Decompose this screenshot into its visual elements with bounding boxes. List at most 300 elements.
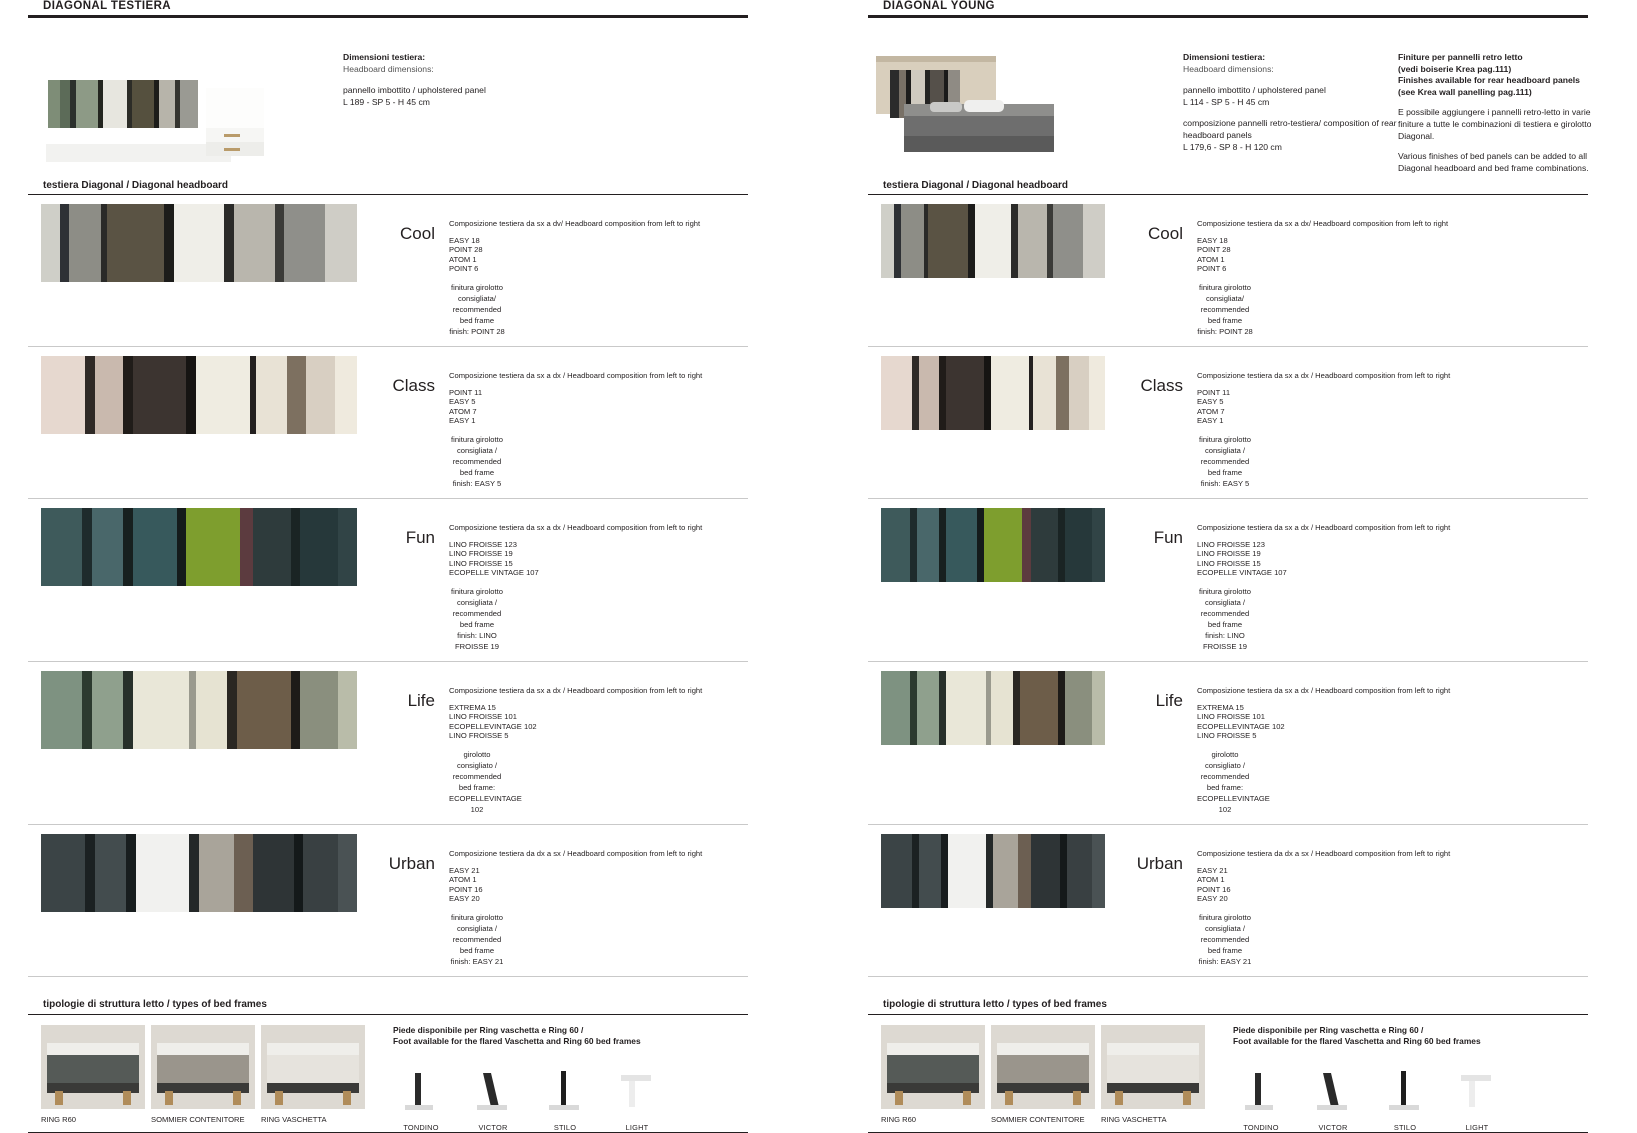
frame-item <box>151 1025 255 1132</box>
dimensions-line-4: L 179,6 - SP 8 - H 120 cm <box>1183 141 1282 152</box>
stripe <box>186 356 195 434</box>
section-title: DIAGONAL YOUNG <box>883 0 995 12</box>
stripe <box>85 834 94 912</box>
frame-thumbnails <box>41 1025 371 1132</box>
stripe <box>919 356 939 430</box>
stripe <box>1031 834 1060 908</box>
stripe <box>1047 204 1054 278</box>
frames-section-title: tipologie di struttura letto / types of bed frames <box>883 998 1107 1010</box>
stripe <box>287 356 306 434</box>
frames-rule <box>28 1014 748 1015</box>
fabric-list <box>1197 540 1497 578</box>
stripe <box>189 834 198 912</box>
finishes-line-1: Finiture per pannelli retro letto <box>1398 52 1523 62</box>
composition-label: Composizione testiera da dx a sx / Headboard composition from left to right <box>1197 848 1451 858</box>
headboard-swatch-urban <box>41 834 357 912</box>
headboard-name: Cool <box>400 224 435 243</box>
frame-caption: RING R60 <box>881 1114 917 1124</box>
dimensions-label-it: Dimensioni testiera: <box>1183 52 1266 62</box>
headboard-description <box>449 671 749 815</box>
fabric-item: LINO FROISSE 5 <box>1197 731 1257 741</box>
headboard-section-title: testiera Diagonal / Diagonal headboard <box>43 180 229 191</box>
stripe <box>1011 204 1018 278</box>
dimensions-label-en: Headboard dimensions: <box>1183 63 1274 74</box>
fabric-item: POINT 6 <box>449 264 479 274</box>
stripe <box>284 204 325 282</box>
stripe <box>275 204 284 282</box>
headboard-name: Fun <box>405 527 435 547</box>
recommended-finish: finitura girolotto consigliata/ recommended bed frame finish: POINT 28 <box>1197 282 1253 336</box>
stripe <box>41 834 85 912</box>
bed-frame-photo <box>151 1025 255 1109</box>
headboard-description <box>449 834 749 967</box>
fabric-list <box>449 236 749 274</box>
frames-block <box>28 1025 788 1132</box>
bed-frame-photo <box>41 1025 145 1109</box>
stripe <box>912 356 919 430</box>
frame-item <box>41 1025 145 1132</box>
stripe <box>910 508 917 582</box>
stripe <box>1018 834 1031 908</box>
stripe <box>85 356 94 434</box>
frame-caption: RING VASCHETTA <box>261 1114 327 1124</box>
frame-caption: SOMMIER CONTENITORE <box>991 1114 1085 1124</box>
frame-thumbnails <box>881 1025 1211 1132</box>
stripe <box>1056 356 1069 430</box>
fabric-item: POINT 16 <box>1197 884 1231 894</box>
recommended-finish: finitura girolotto consigliata / recommended bed frame finish: EASY 21 <box>450 912 504 966</box>
stripe <box>174 204 225 282</box>
intro-block <box>868 30 1628 180</box>
fabric-list <box>449 703 749 741</box>
column-diagonal-young <box>868 0 1628 1132</box>
headboard-swatch-fun <box>881 508 1105 582</box>
headboard-swatch-cool <box>881 204 1105 278</box>
finishes-line-2: (vedi boiserie Krea pag.111) <box>1398 63 1512 74</box>
foot-caption: STILO <box>1393 1122 1417 1132</box>
stripe <box>1092 834 1105 908</box>
bed-photo-young <box>868 30 1168 170</box>
stripe <box>234 834 253 912</box>
headboard-name: Urban <box>1136 853 1183 873</box>
stripe <box>881 356 912 430</box>
spacer <box>28 977 788 999</box>
fabric-list <box>1197 388 1497 426</box>
headboard-dimensions <box>343 30 558 180</box>
headboard-name: Life <box>1155 690 1183 710</box>
foot-3 <box>1449 1065 1505 1117</box>
stripe <box>335 356 357 434</box>
fabric-item: EXTREMA 15 <box>1197 702 1244 712</box>
fabric-item: EASY 1 <box>449 416 476 426</box>
stripe <box>919 834 941 908</box>
stripe <box>253 508 291 586</box>
stripe <box>69 204 101 282</box>
frames-rule <box>868 1014 1588 1015</box>
finishes-line-4: (see Krea wall panelling pag.111) <box>1398 86 1532 97</box>
spacer <box>1183 75 1398 85</box>
fabric-item: LINO FROISSE 15 <box>1197 558 1261 568</box>
frames-section-title: tipologie di struttura letto / types of bed frames <box>43 998 267 1010</box>
headboard-name: Life <box>407 690 435 710</box>
dimensions-label-it: Dimensioni testiera: <box>343 52 426 62</box>
stripe <box>227 671 236 749</box>
stripe <box>901 204 923 278</box>
headboard-description <box>1197 671 1497 815</box>
foot-caption: VICTOR <box>478 1122 508 1132</box>
foot-2 <box>1377 1065 1433 1117</box>
stripe <box>939 671 946 745</box>
foot-caption: VICTOR <box>1318 1122 1348 1132</box>
foot-caption: STILO <box>553 1122 577 1132</box>
frame-item <box>991 1025 1095 1132</box>
stripe <box>256 356 288 434</box>
headboard-dimensions <box>1183 30 1398 180</box>
frame-caption: SOMMIER CONTENITORE <box>151 1114 245 1124</box>
stripe <box>1033 356 1055 430</box>
recommended-finish: finitura girolotto consigliata/ recommended bed frame finish: POINT 28 <box>449 282 505 336</box>
fabric-item: ATOM 7 <box>449 406 477 416</box>
stripe <box>948 834 986 908</box>
headboard-row <box>868 195 1628 346</box>
stripe <box>107 204 164 282</box>
composition-label: Composizione testiera da sx a dv/ Headboard composition from left to right <box>449 219 701 228</box>
foot-caption: TONDINO <box>1243 1122 1279 1132</box>
fabric-item: ECOPELLE VINTAGE 107 <box>1197 568 1287 578</box>
bed-photo-testiera <box>28 30 328 170</box>
composition-label: Composizione testiera da sx a dx / Headboard composition from left to right <box>1197 370 1451 380</box>
stripe <box>984 356 991 430</box>
headboard-section-title: testiera Diagonal / Diagonal headboard <box>883 180 1069 191</box>
headboard-row <box>28 195 788 346</box>
stripe <box>975 204 1011 278</box>
fabric-item: EASY 18 <box>1197 236 1228 245</box>
stripe <box>177 508 186 586</box>
stripe <box>123 508 132 586</box>
feet-note-it: Piede disponibile per Ring vaschetta e Ring 60 / <box>1233 1024 1424 1035</box>
foot-item <box>1377 1065 1433 1132</box>
fabric-item: ECOPELLEVINTAGE 102 <box>1197 721 1285 731</box>
fabric-item: POINT 6 <box>1197 264 1227 274</box>
headboard-description <box>1197 834 1497 967</box>
headboard-description <box>449 356 749 489</box>
feet-note-it: Piede disponibile per Ring vaschetta e Ring 60 / <box>393 1024 584 1035</box>
foot-item <box>393 1065 449 1132</box>
bed-frame-photo <box>1101 1025 1205 1109</box>
fabric-list <box>449 388 749 426</box>
fabric-item: ATOM 7 <box>1197 406 1225 416</box>
stripe <box>917 508 939 582</box>
stripe <box>1031 508 1058 582</box>
finishes-note-en: Various finishes of bed panels can be added to all Diagonal headboard and bed frame combinations. <box>1398 151 1589 173</box>
stripe <box>325 204 357 282</box>
composition-label: Composizione testiera da sx a dx / Headboard composition from left to right <box>1197 685 1451 695</box>
stripe <box>1065 671 1092 745</box>
stripe <box>136 834 190 912</box>
stripe <box>1067 834 1092 908</box>
stripe <box>123 356 132 434</box>
frame-caption: RING R60 <box>41 1114 77 1124</box>
stripe <box>894 204 901 278</box>
fabric-item: LINO FROISSE 19 <box>449 549 513 559</box>
fabric-item: LINO FROISSE 101 <box>449 712 517 722</box>
headboard-description <box>1197 204 1497 337</box>
stripe <box>300 508 338 586</box>
fabric-item: EASY 5 <box>449 397 476 407</box>
stripe <box>291 671 300 749</box>
headboard-row <box>868 662 1628 824</box>
recommended-finish: girolotto consigliato / recommended bed frame: ECOPELLEVINTAGE 102 <box>449 749 522 814</box>
fabric-item: LINO FROISSE 15 <box>449 558 513 568</box>
foot-item <box>1449 1065 1505 1132</box>
bed-frame-photo <box>261 1025 365 1109</box>
stripe <box>92 508 124 586</box>
dimensions-line-1: pannello imbottito / upholstered panel <box>1183 85 1326 96</box>
stripe <box>1092 671 1105 745</box>
stripe <box>1058 508 1065 582</box>
dimensions-line-1: pannello imbottito / upholstered panel <box>343 85 486 96</box>
stripe <box>82 508 91 586</box>
feet-block <box>1233 1025 1521 1132</box>
composition-label: Composizione testiera da sx a dx/ Headboard composition from left to right <box>1197 219 1449 228</box>
frame-caption: RING VASCHETTA <box>1101 1114 1167 1124</box>
fabric-item: POINT 28 <box>1197 245 1231 255</box>
fabric-item: EASY 5 <box>1197 397 1224 407</box>
stripe <box>968 204 975 278</box>
stripe <box>917 671 939 745</box>
foot-caption: LIGHT <box>625 1122 649 1132</box>
fabric-item: EXTREMA 15 <box>449 702 496 712</box>
fabric-item: EASY 1 <box>1197 416 1224 426</box>
fabric-item: EASY 18 <box>449 236 480 245</box>
stripe <box>977 508 984 582</box>
stripe <box>1018 204 1047 278</box>
stripe <box>946 671 986 745</box>
headboard-name: Fun <box>1153 527 1183 547</box>
bottom-rule <box>28 1132 748 1133</box>
fabric-item: ATOM 1 <box>449 875 477 885</box>
stripe <box>95 834 127 912</box>
spacer <box>343 75 558 85</box>
foot-item <box>609 1065 665 1132</box>
frame-item <box>881 1025 985 1132</box>
stripe <box>126 834 135 912</box>
stripe <box>1013 671 1020 745</box>
dimensions-line-3: composizione pannelli retro-testiera/ composition of rear headboard panels <box>1183 118 1397 140</box>
feet-row <box>1233 1065 1521 1132</box>
headboard-description <box>1197 508 1497 652</box>
stripe <box>338 508 357 586</box>
headboard-swatch-life <box>41 671 357 749</box>
fabric-item: ATOM 1 <box>1197 875 1225 885</box>
stripe <box>186 508 240 586</box>
headboard-swatch-life <box>881 671 1105 745</box>
foot-1 <box>465 1065 521 1117</box>
stripe <box>1065 508 1092 582</box>
headboard-swatch-class <box>881 356 1105 430</box>
fabric-item: POINT 11 <box>1197 387 1231 397</box>
stripe <box>984 508 1022 582</box>
stripe <box>306 356 334 434</box>
bed-frame-photo <box>881 1025 985 1109</box>
stripe <box>986 834 993 908</box>
fabric-item: LINO FROISSE 5 <box>449 731 509 741</box>
headboard-row <box>868 825 1628 976</box>
foot-caption: LIGHT <box>1465 1122 1489 1132</box>
stripe <box>881 204 894 278</box>
stripe <box>939 508 946 582</box>
foot-1 <box>1305 1065 1361 1117</box>
stripe <box>991 671 1013 745</box>
composition-label: Composizione testiera da sx a dx / Headboard composition from left to right <box>449 522 703 532</box>
feet-note-en: Foot available for the flared Vaschetta and Ring 60 bed frames <box>393 1035 641 1046</box>
fabric-list <box>449 866 749 904</box>
fabric-item: POINT 16 <box>449 884 483 894</box>
fabric-list <box>1197 866 1497 904</box>
stripe <box>291 508 300 586</box>
bed-frame-photo <box>991 1025 1095 1109</box>
fabric-item: LINO FROISSE 123 <box>449 539 517 549</box>
headboard-description <box>1197 356 1497 489</box>
stripe <box>881 671 910 745</box>
stripe <box>1083 204 1105 278</box>
headboard-row <box>28 499 788 661</box>
headboard-description <box>449 204 749 337</box>
stripe <box>1058 671 1065 745</box>
headboard-name: Cool <box>1148 224 1183 243</box>
fabric-item: ATOM 1 <box>1197 254 1225 264</box>
rear-panel-finishes <box>1398 30 1593 180</box>
fabric-item: EASY 21 <box>449 865 480 875</box>
headboard-description <box>449 508 749 652</box>
foot-item <box>1233 1065 1289 1132</box>
stripe <box>338 671 357 749</box>
title-rule <box>28 15 748 18</box>
fabric-item: POINT 11 <box>449 387 483 397</box>
stripe <box>881 508 910 582</box>
stripe <box>946 508 977 582</box>
stripe <box>1089 356 1105 430</box>
composition-label: Composizione testiera da sx a dx / Headboard composition from left to right <box>449 370 703 380</box>
frame-item <box>261 1025 365 1132</box>
stripe <box>240 508 253 586</box>
stripe <box>939 356 946 430</box>
fabric-list <box>1197 703 1497 741</box>
stripe <box>1060 834 1067 908</box>
fabric-list <box>1197 236 1497 274</box>
fabric-item: EASY 20 <box>449 894 480 904</box>
finishes-note-it: E possibile aggiungere i pannelli retro-letto in varie finiture a tutte le combinazioni di testiera e girolotto Diagonal. <box>1398 107 1592 141</box>
stripe <box>41 508 82 586</box>
stripe <box>234 204 275 282</box>
stripe <box>881 834 912 908</box>
intro-block <box>28 30 788 180</box>
fabric-item: EASY 20 <box>1197 894 1228 904</box>
stripe <box>993 834 1018 908</box>
dimensions-line-2: L 114 - SP 5 - H 45 cm <box>1183 96 1270 107</box>
fabric-item: EASY 21 <box>1197 865 1228 875</box>
foot-item <box>465 1065 521 1132</box>
stripe <box>237 671 291 749</box>
foot-0 <box>393 1065 449 1117</box>
stripe <box>133 508 177 586</box>
stripe <box>253 834 294 912</box>
stripe <box>133 356 187 434</box>
foot-0 <box>1233 1065 1289 1117</box>
headboard-row <box>868 499 1628 661</box>
composition-label: Composizione testiera da dx a sx / Headboard composition from left to right <box>449 848 703 858</box>
headboard-swatch-fun <box>41 508 357 586</box>
stripe <box>338 834 357 912</box>
spacer <box>1183 108 1398 118</box>
bottom-rule <box>868 1132 1588 1133</box>
stripe <box>41 356 85 434</box>
fabric-list <box>449 540 749 578</box>
recommended-finish: finitura girolotto consigliata / recommended bed frame finish: EASY 21 <box>1198 912 1252 966</box>
stripe <box>1022 508 1031 582</box>
headboard-row <box>28 347 788 498</box>
foot-item <box>1305 1065 1361 1132</box>
section-title: DIAGONAL TESTIERA <box>43 0 171 12</box>
headboard-row <box>28 825 788 976</box>
foot-2 <box>537 1065 593 1117</box>
frames-block <box>868 1025 1628 1132</box>
dimensions-label-en: Headboard dimensions: <box>343 63 434 74</box>
stripe <box>300 671 338 749</box>
fabric-item: LINO FROISSE 19 <box>1197 549 1261 559</box>
stripe <box>941 834 948 908</box>
stripe <box>164 204 173 282</box>
title-rule <box>868 15 1588 18</box>
fabric-item: POINT 28 <box>449 245 483 255</box>
stripe <box>82 671 91 749</box>
headboard-swatch-cool <box>41 204 357 282</box>
recommended-finish: finitura girolotto consigliata / recommended bed frame finish: EASY 5 <box>451 434 503 488</box>
stripe <box>196 356 250 434</box>
foot-item <box>537 1065 593 1132</box>
spacer <box>868 977 1628 999</box>
stripe <box>199 834 234 912</box>
stripe <box>224 204 233 282</box>
recommended-finish: girolotto consigliato / recommended bed frame: ECOPELLEVINTAGE 102 <box>1197 749 1270 814</box>
stripe <box>92 671 124 749</box>
dimensions-line-2: L 189 - SP 5 - H 45 cm <box>343 96 430 107</box>
column-diagonal-testiera <box>28 0 788 1132</box>
stripe <box>196 671 228 749</box>
stripe <box>912 834 919 908</box>
stripe <box>303 834 338 912</box>
headboard-name: Class <box>1140 375 1183 395</box>
stripe <box>1092 508 1105 582</box>
stripe <box>1020 671 1058 745</box>
foot-3 <box>609 1065 665 1117</box>
fabric-item: LINO FROISSE 123 <box>1197 539 1265 549</box>
headboard-row <box>868 347 1628 498</box>
headboard-name: Class <box>392 375 435 395</box>
fabric-item: ATOM 1 <box>449 254 477 264</box>
composition-label: Composizione testiera da sx a dx / Headboard composition from left to right <box>449 685 703 695</box>
stripe <box>1069 356 1089 430</box>
headboard-row <box>28 662 788 824</box>
fabric-item: ECOPELLE VINTAGE 107 <box>449 568 539 578</box>
feet-row <box>393 1065 681 1132</box>
headboard-name: Urban <box>388 853 435 873</box>
stripe <box>910 671 917 745</box>
recommended-finish: finitura girolotto consigliata / recommended bed frame finish: LINO FROISSE 19 <box>1199 586 1251 651</box>
recommended-finish: finitura girolotto consigliata / recommended bed frame finish: LINO FROISSE 19 <box>451 586 503 651</box>
finishes-line-3: Finishes available for rear headboard panels <box>1398 75 1580 86</box>
stripe <box>60 204 69 282</box>
